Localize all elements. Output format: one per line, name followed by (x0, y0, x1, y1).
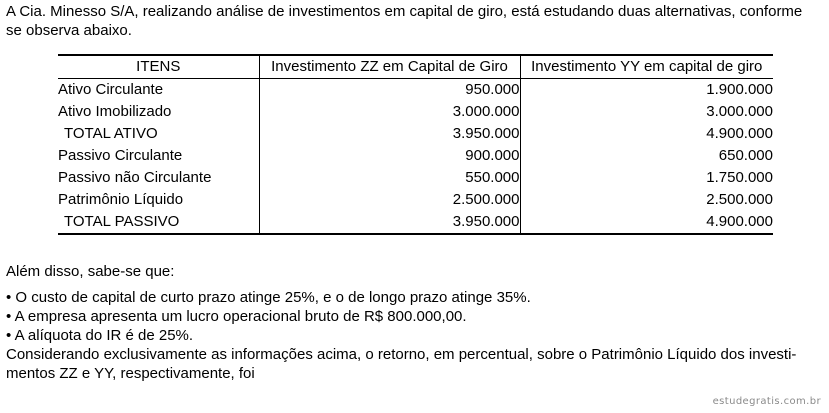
header-investimento-yy: Investimento YY em capital de giro (520, 55, 773, 79)
bullet-item: • O custo de capital de curto prazo atinge 25%, e o de longo prazo atinge 35%. (6, 289, 531, 306)
header-itens: ITENS (58, 55, 259, 79)
row-item-label: Ativo Circulante (58, 81, 164, 98)
investment-table (58, 54, 773, 235)
row-zz-value: 2.500.000 (259, 189, 520, 211)
row-item-label: Ativo Imobilizado (58, 103, 172, 120)
table-row (58, 101, 773, 123)
row-yy-value: 3.000.000 (520, 101, 773, 123)
table-row (58, 189, 773, 211)
row-zz-value: 3.950.000 (259, 211, 520, 234)
intro-paragraph (6, 2, 824, 40)
row-item-label: TOTAL PASSIVO (58, 211, 259, 234)
row-item-label: Passivo não Circulante (58, 169, 212, 186)
table-row (58, 211, 773, 234)
table-row (58, 79, 773, 102)
row-yy-value: 1.900.000 (520, 79, 773, 102)
row-zz-value: 550.000 (259, 167, 520, 189)
table-row (58, 145, 773, 167)
row-item-label: TOTAL ATIVO (64, 125, 158, 142)
row-yy-value: 2.500.000 (520, 189, 773, 211)
header-investimento-zz: Investimento ZZ em Capital de Giro (259, 55, 520, 79)
row-item-label: Patrimônio Líquido (58, 191, 184, 208)
row-zz-value: 3.000.000 (259, 101, 520, 123)
question-text (6, 345, 824, 383)
bullet-item: • A empresa apresenta um lucro operacional bruto de R$ 800.000,00. (6, 308, 467, 325)
row-yy-value: 4.900.000 (520, 123, 773, 145)
row-zz-value: 900.000 (259, 145, 520, 167)
table-header-row (58, 55, 773, 79)
row-zz-value: 950.000 (259, 79, 520, 102)
intro-line-1: A Cia. Minesso S/A, realizando análise de investimentos em capital de giro, está estudando duas alternativas, conforme (6, 3, 803, 20)
table-row (58, 123, 773, 145)
bullet-item: • A alíquota do IR é de 25%. (6, 327, 194, 344)
row-yy-value: 4.900.000 (520, 211, 773, 234)
intro-line-2: se observa abaixo. (6, 22, 132, 39)
watermark: estudegratis.com.br (712, 396, 821, 407)
table-row (58, 167, 773, 189)
question-line-1: Considerando exclusivamente as informações acima, o retorno, em percentual, sobre o Patrimônio Líquido dos investi- (6, 346, 797, 363)
row-yy-value: 1.750.000 (520, 167, 773, 189)
row-zz-value: 3.950.000 (259, 123, 520, 145)
question-body (6, 262, 824, 383)
lead-text: Além disso, sabe-se que: (6, 263, 175, 280)
question-line-2: mentos ZZ e YY, respectivamente, foi (6, 365, 255, 382)
row-yy-value: 650.000 (520, 145, 773, 167)
row-item-label: Passivo Circulante (58, 147, 183, 164)
